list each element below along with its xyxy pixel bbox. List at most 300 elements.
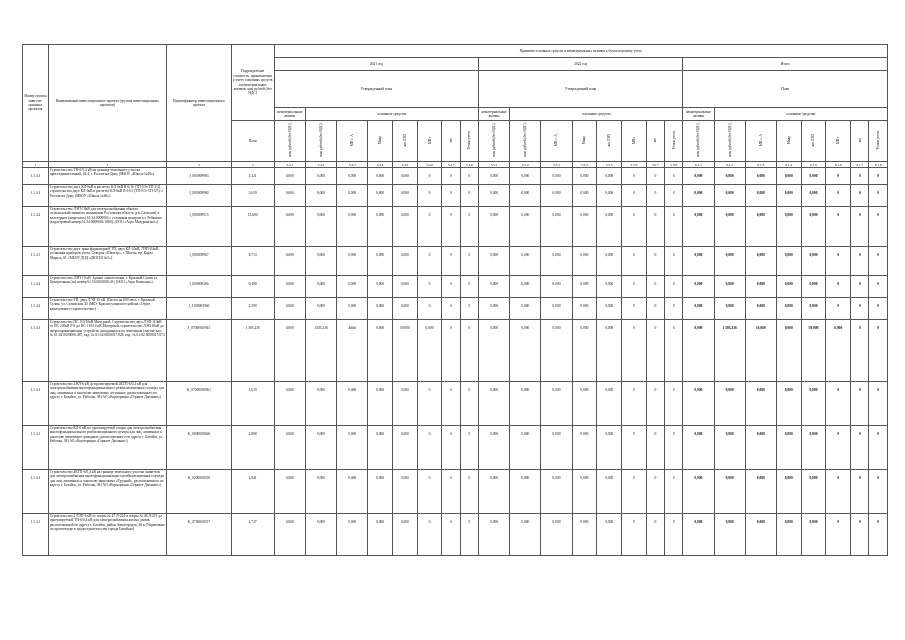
row-value: 0 xyxy=(851,276,869,298)
row-value: 0,000 xyxy=(479,382,510,426)
row-project-name: Строительство ЛЭП-10 кВ. Здание «многоэтажн. г. Красный Сулин ул. Центральная (ха) номер 61:53:0000016:41) (ООО «Агро Компани») xyxy=(48,276,166,298)
row-value: 0 xyxy=(417,185,442,207)
subheader-cell xyxy=(305,121,336,162)
table-row xyxy=(23,470,888,514)
subheader-cell xyxy=(442,121,460,162)
row-value: 0,000 xyxy=(683,426,714,470)
table-row xyxy=(23,247,888,276)
subheader-label: шт xyxy=(653,138,658,143)
row-value: 0,000 xyxy=(479,320,510,382)
row-value: 0 xyxy=(665,207,683,247)
table-row xyxy=(23,320,888,382)
row-value: 0,000 xyxy=(305,470,336,514)
row-value: 0,000 xyxy=(274,276,305,298)
row-value: 0 xyxy=(460,470,478,514)
subheader-cell xyxy=(572,121,597,162)
column-index-cell: 5.4.2 xyxy=(305,162,336,168)
column-index-cell: 5.5.1 xyxy=(479,162,510,168)
row-value: 0,000 xyxy=(572,298,597,320)
row-value: 0 xyxy=(646,207,664,247)
subheader-label: МВ×А xyxy=(554,134,559,147)
column-index-cell: 5.4.3 xyxy=(337,162,368,168)
column-index-cell: 5.5.6 xyxy=(622,162,647,168)
row-plan-value: 2,590 xyxy=(231,298,274,320)
row-plan-value: 5,121 xyxy=(231,168,274,185)
row-value: 0 xyxy=(622,320,647,382)
row-value: 0,000 xyxy=(510,298,541,320)
subheader-label: Мвар xyxy=(378,136,383,145)
subheader-label: км ЛЭП xyxy=(402,134,407,147)
row-value: 0 xyxy=(826,276,851,298)
row-value: 0,000 xyxy=(745,207,776,247)
row-value: 0 xyxy=(622,298,647,320)
row-value: 0,000 xyxy=(683,276,714,298)
row-project-name: Строительство двух КЛ-6кВ в расчетку КЛ-6кВ Я-6/1б (ТП-5/6+ТП 5/4), строительство двух КЛ-0кВ в расчетку КЛ-6кВ Я-1б/1 (ТП-5/5+ТП-5/5), г. Ростов-на-Дону (МБОУ «Школа №66») xyxy=(48,185,166,207)
row-value: 0,000 xyxy=(305,168,336,185)
subheader-label: Точки учета xyxy=(467,131,472,150)
row-value: 0 xyxy=(665,168,683,185)
row-project-name: Строительство 2КТП-6/0,4 кВ на границе земельного участка заявителя для электроснабжения многофункционального реабилитационного центра для лиц, лишенных к алкоголю зависимых «Грудной», расположенного по адресу г. Батайск, ул. Рабочая, 38 (АО «Корпорация «Горячее Дыхание») xyxy=(48,470,166,514)
table-row xyxy=(23,207,888,247)
column-index-cell: 3 xyxy=(167,162,232,168)
column-index-cell: 2 xyxy=(48,162,166,168)
subheader-cell xyxy=(479,121,510,162)
row-value: 0,000 xyxy=(274,470,305,514)
row-number: 1.1.4.1 xyxy=(23,470,49,514)
row-value: 0 xyxy=(460,247,478,276)
row-value: 0,000 xyxy=(274,168,305,185)
row-value: 0,000 xyxy=(392,426,417,470)
subheader-label: Точки учета xyxy=(671,131,676,150)
row-project-id: J_000009466 xyxy=(167,276,232,298)
row-value: 0,000 xyxy=(801,514,826,556)
row-project-id: J_0700000/943 xyxy=(167,320,232,382)
subheader-cell xyxy=(597,121,622,162)
row-value: 0 xyxy=(851,298,869,320)
row-value: 0,000 xyxy=(392,382,417,426)
column-index-cell: 5.4.4 xyxy=(368,162,393,168)
subheader-label: шт xyxy=(857,138,862,143)
row-value: 0,000 xyxy=(368,276,393,298)
row-value: 0 xyxy=(665,514,683,556)
row-value: 0 xyxy=(869,320,888,382)
row-value: 0,000 xyxy=(337,298,368,320)
subheader-cell xyxy=(745,121,776,162)
subheader-cell xyxy=(801,121,826,162)
row-project-id: J_000009967 xyxy=(167,247,232,276)
row-value: 0,000 xyxy=(683,382,714,426)
row-value: 0,000 xyxy=(745,298,776,320)
row-plan-value: 1 305,236 xyxy=(231,320,274,382)
row-value: 0,000 xyxy=(826,320,851,382)
row-value: 0,000 xyxy=(597,426,622,470)
subheader-label: Мвар xyxy=(786,136,791,145)
row-value: 0,000 xyxy=(572,185,597,207)
row-value: 0,000 xyxy=(597,298,622,320)
column-index-cell: 1 xyxy=(23,162,49,168)
row-value: 0 xyxy=(851,382,869,426)
row-value: 0,000 xyxy=(683,298,714,320)
row-value: 0,000 xyxy=(274,320,305,382)
row-value: 0,000 xyxy=(368,426,393,470)
row-value: #### xyxy=(337,320,368,382)
row-value: 0 xyxy=(869,247,888,276)
row-value: 0,000 xyxy=(597,185,622,207)
row-value: 0,000 xyxy=(745,426,776,470)
row-value: 0,000 xyxy=(305,298,336,320)
row-value: 0,000 xyxy=(801,382,826,426)
subheader-label: шт xyxy=(449,138,454,143)
row-value: 0 xyxy=(417,247,442,276)
row-value: 0 xyxy=(417,207,442,247)
row-value: 0,000 xyxy=(597,470,622,514)
subheader-cell xyxy=(274,121,305,162)
row-value: 0 xyxy=(665,470,683,514)
row-value: 0 xyxy=(646,276,664,298)
table-row xyxy=(23,426,888,470)
row-value: 0,000 xyxy=(541,426,572,470)
row-value: 0,000 xyxy=(510,207,541,247)
row-value: 0 xyxy=(851,320,869,382)
subheader-label: млн рублей (без НДС) xyxy=(727,123,732,158)
header-nma-1: нематериальные активы xyxy=(274,108,305,121)
row-value: 0,000 xyxy=(305,426,336,470)
row-value: 0 xyxy=(460,426,478,470)
row-value: 0,000 xyxy=(305,207,336,247)
table-row xyxy=(23,298,888,320)
row-value: 0 xyxy=(826,470,851,514)
subheader-label: млн рублей (без НДС) xyxy=(696,123,701,158)
row-value: 0 xyxy=(646,185,664,207)
row-number: 1.1.4.1 xyxy=(23,168,49,185)
subheader-cell xyxy=(541,121,572,162)
row-value: 0 xyxy=(646,168,664,185)
row-project-name: Строительство двух трансформаторной ТП, двух КЛ-10кВ, ЛЭП-0.4кВ, установка приборов учета. Створок «Шахтер», г. Шахты, пр. Карла Маркса, 81. (МБОУ ДОД «ДЮСШ №5»). xyxy=(48,247,166,276)
subheader-label: км ЛЭП xyxy=(811,134,816,147)
header-approved-plan-1: Утвержденный план xyxy=(274,71,478,108)
column-index-cell: 6.1.4 xyxy=(776,162,801,168)
subheader-cell xyxy=(869,121,888,162)
row-value: 0 xyxy=(851,185,869,207)
row-value: 0,000 xyxy=(368,320,393,382)
column-index-cell: 6.1.3 xyxy=(745,162,776,168)
subheader-label: млн рублей (без НДС) xyxy=(318,123,323,158)
row-value: 0,000 xyxy=(368,298,393,320)
row-value: 0,000 xyxy=(572,426,597,470)
row-value: 0 xyxy=(460,320,478,382)
row-value: 0,000 xyxy=(274,247,305,276)
row-value: 0,000 xyxy=(597,168,622,185)
row-project-id: K_0200000359 xyxy=(167,470,232,514)
row-value: 0,000 xyxy=(337,168,368,185)
row-value: 0,000 xyxy=(745,247,776,276)
column-index-cell: 5.5.8 xyxy=(665,162,683,168)
column-index-cell: 6.1.5 xyxy=(801,162,826,168)
row-value: 59,000 xyxy=(392,320,417,382)
row-value: 0 xyxy=(442,168,460,185)
row-plan-value: 15,600 xyxy=(231,207,274,247)
row-value: 0,000 xyxy=(776,168,801,185)
header-plan-total: План xyxy=(683,71,888,108)
row-project-name: Строительство ТП, двух ЛЭП-10 кВ. Шахты на 600 мест, г. Красный Сулин, ул. Сулинская, 25 (МБУ Красносулинского района «Отдел капитального строительства») xyxy=(48,298,166,320)
row-value: 0,000 xyxy=(745,382,776,426)
row-value: 0 xyxy=(851,514,869,556)
column-index-cell: 5.5.7 xyxy=(646,162,664,168)
row-value: 0 xyxy=(622,426,647,470)
row-value: 0,000 xyxy=(541,247,572,276)
row-value: 0,000 xyxy=(392,298,417,320)
row-plan-value: 2,747 xyxy=(231,514,274,556)
subheader-label: МВт xyxy=(836,136,841,144)
row-value: 0,000 xyxy=(597,320,622,382)
row-project-name: Строительство ТП-0/0.4 кВ на границе земельного участка присоединительный, 42/4, г. Ростов-на-Дону (МБОУ «Школа №40») xyxy=(48,168,166,185)
subheader-label: МВ×А xyxy=(758,134,763,147)
subheader-cell xyxy=(622,121,647,162)
row-value: 0,000 xyxy=(776,470,801,514)
row-value: 0 xyxy=(665,298,683,320)
investment-table xyxy=(22,44,888,556)
row-value: 0,000 xyxy=(541,320,572,382)
row-value: 0 xyxy=(826,247,851,276)
row-value: 0,000 xyxy=(776,320,801,382)
row-value: 0 xyxy=(869,168,888,185)
subheader-label: Точки учета xyxy=(876,131,881,150)
column-index-cell: 6.1.1 xyxy=(683,162,714,168)
row-value: 0,000 xyxy=(572,514,597,556)
header-accept: Принятие основных средств и нематериальных активов к бухгалтерскому учету xyxy=(274,45,887,58)
row-project-name: Строительство ЛЭП-10кВ для электроснабжения объекта сельскохозяйственного назначения Ростовская область, р-н Сальский, в кластерном (кварталах) 61:34:0000002 с условным центром в г. Ребякино (кадастровый номер 61:34:0000602:1886). (ООО «Агро Матуринское») xyxy=(48,207,166,247)
row-value: 0 xyxy=(826,426,851,470)
subheader-label: МВ×А xyxy=(350,134,355,147)
row-project-name: Строительство 2 ЛЭП-6 кВ от опоры № 47 Л-224 и опоры № 46 Л-215 до проектируемой ТП-6/0,4 кВ для электроснабжения жилых домов, расположенной по адресу г. Батайск, район Авиагородок, 46 к (Управление по архитектуре и градостроительству города Батайска) xyxy=(48,514,166,556)
row-value: 0,000 xyxy=(572,382,597,426)
subheader-cell xyxy=(683,121,714,162)
row-plan-value: 2,898 xyxy=(231,426,274,470)
row-value: 0 xyxy=(460,207,478,247)
row-value: 0,000 xyxy=(510,276,541,298)
row-value: 0 xyxy=(646,320,664,382)
row-value: 0 xyxy=(442,470,460,514)
row-value: 0 xyxy=(869,185,888,207)
row-value: 0,000 xyxy=(801,185,826,207)
row-value: 0,000 xyxy=(479,276,510,298)
row-value: 0,000 xyxy=(597,382,622,426)
row-value: 0,000 xyxy=(683,247,714,276)
row-value: 0 xyxy=(665,426,683,470)
row-value: 0 xyxy=(622,247,647,276)
row-value: 0,000 xyxy=(714,382,745,426)
row-value: 0 xyxy=(869,207,888,247)
row-value: 0,000 xyxy=(541,298,572,320)
row-value: 0 xyxy=(622,514,647,556)
subheader-label: млн рублей (без НДС) xyxy=(492,123,497,158)
row-value: 0,000 xyxy=(683,207,714,247)
row-value: 0,000 xyxy=(510,426,541,470)
row-value: 0,000 xyxy=(337,514,368,556)
row-value: 0,000 xyxy=(714,276,745,298)
row-value: 0 xyxy=(665,382,683,426)
row-value: 0,000 xyxy=(274,185,305,207)
row-value: 0,000 xyxy=(714,247,745,276)
row-value: 0,000 xyxy=(801,298,826,320)
row-number: 1.1.4.2 xyxy=(23,276,49,298)
column-index-cell: 5.4.5 xyxy=(392,162,417,168)
header-year-2022: 2022 год xyxy=(479,58,683,71)
row-value: 0,000 xyxy=(776,426,801,470)
row-value: 0,000 xyxy=(510,168,541,185)
row-value: 0,000 xyxy=(683,514,714,556)
row-value: 0 xyxy=(442,276,460,298)
row-value: 0 xyxy=(851,426,869,470)
row-value: 0 xyxy=(869,426,888,470)
column-index-cell: 5.5.2 xyxy=(510,162,541,168)
row-value: 0,000 xyxy=(368,470,393,514)
subheader-cell xyxy=(851,121,869,162)
column-index-cell: 5.4.8 xyxy=(460,162,478,168)
subheader-label: МВт xyxy=(427,136,432,144)
header-fixed-2: основные средства xyxy=(510,108,683,121)
row-value: 0,000 xyxy=(714,470,745,514)
row-value: 0 xyxy=(851,168,869,185)
row-value: 0,000 xyxy=(683,320,714,382)
row-value: 0,000 xyxy=(337,470,368,514)
row-value: 0,000 xyxy=(337,207,368,247)
row-value: 0,000 xyxy=(337,185,368,207)
row-value: 0,000 xyxy=(337,247,368,276)
row-value: 0,000 xyxy=(510,514,541,556)
table-row xyxy=(23,382,888,426)
row-value: 0,000 xyxy=(510,382,541,426)
row-value: 0,000 xyxy=(776,298,801,320)
row-value: 0,000 xyxy=(714,298,745,320)
subheader-cell xyxy=(665,121,683,162)
header-project-id: Идентификатор инвестиционного проекта xyxy=(167,45,232,162)
row-value: 0,000 xyxy=(776,382,801,426)
row-value: 0,000 xyxy=(368,514,393,556)
row-value: 0,000 xyxy=(801,207,826,247)
row-value: 0,000 xyxy=(801,426,826,470)
row-value: 0,000 xyxy=(479,514,510,556)
row-value: 0 xyxy=(622,185,647,207)
row-value: 0,000 xyxy=(572,247,597,276)
row-value: 0 xyxy=(646,247,664,276)
header-number: Номер группы инвести-ционных проектов xyxy=(23,45,49,162)
table-body xyxy=(23,168,888,556)
row-value: 0,000 xyxy=(305,276,336,298)
row-value: 0,000 xyxy=(417,320,442,382)
row-value: 0,000 xyxy=(541,185,572,207)
row-value: 0,000 xyxy=(597,514,622,556)
row-value: 0,000 xyxy=(479,168,510,185)
row-value: 0 xyxy=(826,168,851,185)
row-value: 0 xyxy=(646,382,664,426)
row-value: 0,000 xyxy=(392,276,417,298)
row-value: 0,000 xyxy=(801,276,826,298)
table-header xyxy=(23,45,888,162)
row-project-name: Строительство ПС 110/10кВ Мичурной. Строительство двух ЛЭП-110кВ от ПС 220кВ Р-8 до ПС 110/10 кВ Мичурной, строительство ЛЭП 10кВ до энергопринимающих устройств, находящихся по земельном участке кад. № 61:02:0000000:487, кад. № 61:02:0000017:828, кад. № 61:02:0000017:674 xyxy=(48,320,166,382)
column-index-cell: 6.1.7 xyxy=(851,162,869,168)
subheader-cell xyxy=(510,121,541,162)
row-value: 0 xyxy=(442,426,460,470)
row-value: 0,000 xyxy=(368,168,393,185)
subheader-cell xyxy=(826,121,851,162)
row-value: 0 xyxy=(460,276,478,298)
header-year-2021: 2021 год xyxy=(274,58,478,71)
column-index-cell: 5.5.4 xyxy=(572,162,597,168)
row-value: 0,000 xyxy=(274,426,305,470)
row-value: 0 xyxy=(826,514,851,556)
header-plan-sub: План xyxy=(231,121,274,162)
row-value: 0,000 xyxy=(714,426,745,470)
row-value: 0,000 xyxy=(572,320,597,382)
row-project-id: J_000009983 xyxy=(167,168,232,185)
row-number: 1.1.4.1 xyxy=(23,382,49,426)
row-value: 0,000 xyxy=(368,185,393,207)
row-value: 0 xyxy=(417,426,442,470)
row-value: 0,000 xyxy=(479,298,510,320)
subheader-cell xyxy=(714,121,745,162)
row-value: 0 xyxy=(646,298,664,320)
table-row xyxy=(23,276,888,298)
subheader-cell xyxy=(368,121,393,162)
column-index-cell: 6.1.8 xyxy=(869,162,888,168)
row-value: 0,000 xyxy=(337,276,368,298)
row-value: 0 xyxy=(442,514,460,556)
row-plan-value: 1,619 xyxy=(231,382,274,426)
row-value: 0,000 xyxy=(274,514,305,556)
row-value: 0,000 xyxy=(368,207,393,247)
row-number: 1.1.4.1 xyxy=(23,514,49,556)
row-value: 0,000 xyxy=(572,168,597,185)
row-value: 0 xyxy=(417,276,442,298)
row-value: 0,000 xyxy=(776,207,801,247)
row-number: 1.1.4.2 xyxy=(23,298,49,320)
row-value: 0,000 xyxy=(541,207,572,247)
row-number: 1.1.4.1 xyxy=(23,426,49,470)
row-value: 0,000 xyxy=(745,168,776,185)
row-value: 0 xyxy=(826,382,851,426)
column-index-cell: 5.5.5 xyxy=(597,162,622,168)
row-value: 0,000 xyxy=(510,320,541,382)
row-value: 0 xyxy=(622,276,647,298)
row-value: 0,000 xyxy=(683,470,714,514)
row-value: 0 xyxy=(646,514,664,556)
row-value: 0,000 xyxy=(714,168,745,185)
row-value: 0 xyxy=(826,207,851,247)
row-value: 0 xyxy=(460,514,478,556)
subheader-label: млн рублей (без НДС) xyxy=(523,123,528,158)
row-plan-value: 0,490 xyxy=(231,276,274,298)
row-value: 0 xyxy=(869,470,888,514)
row-value: 0 xyxy=(442,185,460,207)
row-value: 0,000 xyxy=(368,247,393,276)
row-value: 0,000 xyxy=(801,470,826,514)
subheader-label: Мвар xyxy=(582,136,587,145)
column-index-cell: 5.4.7 xyxy=(442,162,460,168)
row-value: 0 xyxy=(869,382,888,426)
row-value: 0 xyxy=(851,470,869,514)
row-project-name: Строительство 2 ВЛ-6 кВ до проектируемой 2КТП-6/0,4 кВ для электроснабжения многофункционального реабилитационного центра для лиц, лишенных к алкоголю зависимых сегульных, расположенного по адресу г. Батайск, ул. Рабочая, 38 (АО «Корпорация «Горячее Дыхание») xyxy=(48,382,166,426)
row-value: 0 xyxy=(622,168,647,185)
row-value: 0,000 xyxy=(479,470,510,514)
row-value: 0,000 xyxy=(714,207,745,247)
row-value: 0,000 xyxy=(801,247,826,276)
row-project-id: J_000009915 xyxy=(167,207,232,247)
row-project-id: K_0700000357 xyxy=(167,514,232,556)
row-value: 0,000 xyxy=(745,185,776,207)
row-value: 0,000 xyxy=(572,276,597,298)
header-total: Итого xyxy=(683,58,888,71)
